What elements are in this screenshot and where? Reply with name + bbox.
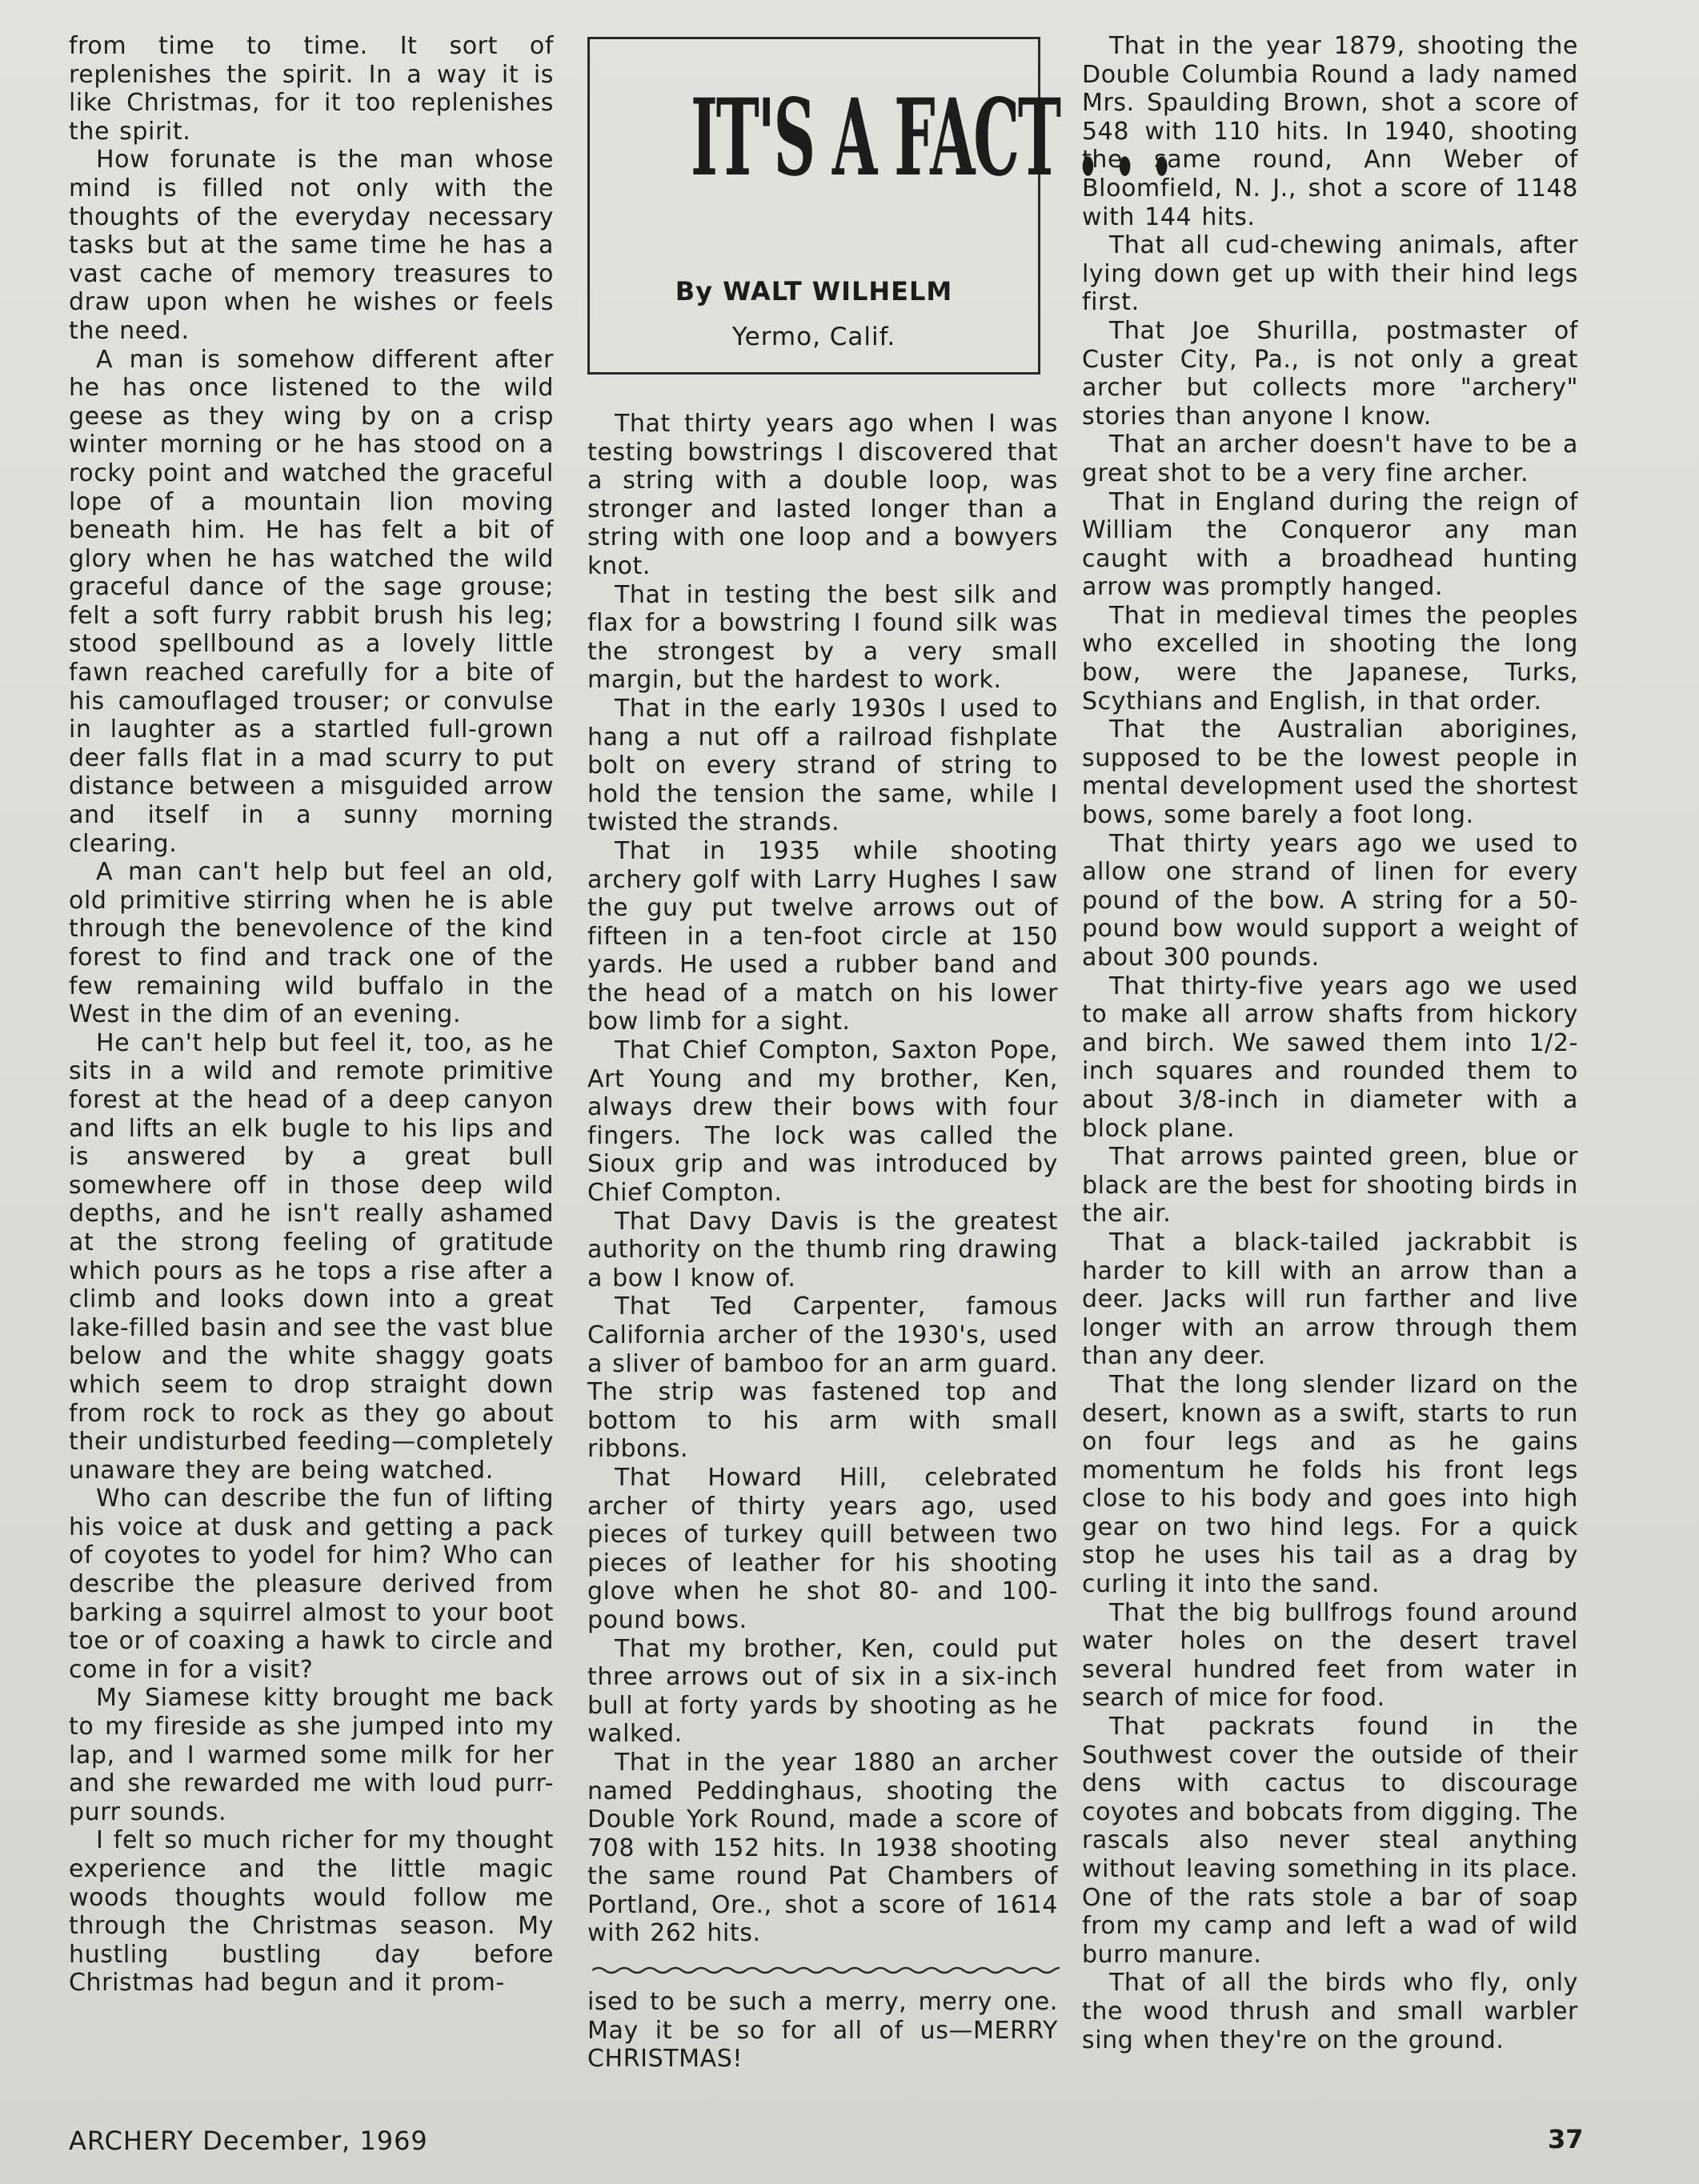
fact-paragraph: That Joe Shurilla, postmaster of Custer City, Pa., is not only a great archer but collects more "archery" stories than anyone I know. [1082, 316, 1578, 431]
fact-paragraph: That in medieval times the peoples who excelled in shooting the long bow, were the Japanese, Turks, Scythians and English, in that order. [1082, 601, 1578, 715]
wavy-divider [592, 1964, 1060, 1977]
fact-paragraph: That Howard Hill, celebrated archer of thirty years ago, used pieces of turkey quill between two pieces of leather for his shooting glove when he shot 80- and 100-pound bows. [587, 1463, 1058, 1634]
article-closing: ised to be such a merry, merry one. May it be so for all of us—MERRY CHRISTMAS! [587, 1988, 1058, 2074]
fact-paragraph: That in the early 1930s I used to hang a nut off a railroad fishplate bolt on every strand of string to hold the tension the same, while I twisted the strands. [587, 694, 1058, 837]
fact-paragraph: That my brother, Ken, could put three arrows out of six in a six-inch bull at forty yards by shooting as he walked. [587, 1634, 1058, 1749]
paragraph: He can't help but feel it, too, as he sits in a wild and remote primitive forest at the head of a deep canyon and lifts an elk bugle to his lips and is answered by a great bull somewhere off in those deep wild depths, and he isn't really ashamed at the strong feeling of gratitude which pours as he tops a rise after a climb and looks down into a great lake-filled basin and see the vast blue below and the white shaggy goats which seem to drop straight down from rock to rock as they go about their undisturbed feeding—completely unaware they are being watched. [69, 1028, 554, 1485]
fact-paragraph: That in 1935 while shooting archery golf with Larry Hughes I saw the guy put twelve arrows out of fifteen in a ten-foot circle at 150 yards. He used a rubber band and the head of a match on his lower bow limb for a sight. [587, 836, 1058, 1036]
fact-paragraph: That thirty years ago we used to allow one strand of linen for every pound of the bow. A string for a 50-pound bow would support a weight of about 300 pounds. [1082, 829, 1578, 972]
fact-paragraph: That in England during the reign of William the Conqueror any man caught with a broadhead hunting arrow was promptly hanged. [1082, 487, 1578, 602]
fact-paragraph: That of all the birds who fly, only the wood thrush and small warbler sing when they're on the ground. [1082, 1969, 1578, 2054]
paragraph: A man is somehow different after he has once listened to the wild geese as they wing by on a crisp winter morning or he has stood on a rocky point and watched the graceful lope of a mountain lion moving beneath him. He has felt a bit of glory when he has watched the wild graceful dance of the sage grouse; felt a soft furry rabbit brush his leg; stood spellbound as a lovely little fawn reached carefully for a bite of his camouflaged trouser; or convulse in laughter as a startled full-grown deer falls flat in a mad scurry to put distance between a misguided arrow and itself in a sunny morning clearing. [69, 345, 554, 858]
fact-paragraph: That the long slender lizard on the desert, known as a swift, starts to run on four legs and as he gains momentum he folds his front legs close to his body and goes into high gear on two hind legs. For a quick stop he uses his tail as a drag by curling it into the sand. [1082, 1370, 1578, 1599]
title-box [587, 37, 1171, 375]
article-column-left [69, 32, 554, 1998]
article-column-middle [587, 410, 1058, 1948]
paragraph: I felt so much richer for my thought experience and the little magic woods thoughts would follow me through the Christmas season. My hustling bustling day before Christmas had begun and it prom- [69, 1826, 554, 1998]
fact-paragraph: That in the year 1880 an archer named Peddinghaus, shooting the Double York Round, made a score of 708 with 152 hits. In 1938 shooting the same round Pat Chambers of Portland, Ore., shot a score of 1614 with 262 hits. [587, 1748, 1058, 1948]
fact-paragraph: That packrats found in the Southwest cover the outside of their dens with cactus to discourage coyotes and bobcats from digging. The rascals also never steal anything without leaving something in its place. One of the rats stole a bar of soap from my camp and left a wad of wild burro manure. [1082, 1713, 1578, 1969]
fact-paragraph: That Davy Davis is the greatest authority on the thumb ring drawing a bow I know of. [587, 1207, 1058, 1292]
byline: By WALT WILHELM [675, 276, 953, 307]
fact-paragraph: That the big bullfrogs found around water holes on the desert travel several hundred feet from water in search of mice for food. [1082, 1598, 1578, 1713]
author-location: Yermo, Calif. [731, 323, 896, 351]
paragraph: from time to time. It sort of replenishes the spirit. In a way it is like Christmas, for it too replenishes the spirit. [69, 32, 554, 146]
article-title: IT'S A FACT . . . [691, 76, 1171, 200]
magazine-footer: ARCHERY December, 1969 [69, 2126, 428, 2156]
fact-paragraph: That in the year 1879, shooting the Double Columbia Round a lady named Mrs. Spaulding Brown, shot a score of 548 with 110 hits. In 1940, shooting the same round, Ann Weber of Bloomfield, N. J., shot a score of 1148 with 144 hits. [1082, 32, 1578, 231]
fact-paragraph: That a black-tailed jackrabbit is harder to kill with an arrow than a deer. Jacks will run farther and live longer with an arrow through them than any deer. [1082, 1228, 1578, 1371]
article-column-right [1082, 32, 1578, 2054]
fact-paragraph: That thirty-five years ago we used to make all arrow shafts from hickory and birch. We sawed them into 1/2-inch squares and rounded them to about 3/8-inch in diameter with a block plane. [1082, 972, 1578, 1143]
fact-paragraph: That all cud-chewing animals, after lying down get up with their hind legs first. [1082, 231, 1578, 317]
fact-paragraph: That the Australian aborigines, supposed to be the lowest people in mental development used the shortest bows, some barely a foot long. [1082, 715, 1578, 830]
fact-paragraph: That thirty years ago when I was testing bowstrings I discovered that a string with a double loop, was stronger and lasted longer than a string with one loop and a bowyers knot. [587, 410, 1058, 580]
fact-paragraph: That in testing the best silk and flax for a bowstring I found silk was the strongest by a very small margin, but the hardest to work. [587, 580, 1058, 695]
fact-paragraph: That Ted Carpenter, famous California archer of the 1930's, used a sliver of bamboo for an arm guard. The strip was fastened top and bottom to his arm with small ribbons. [587, 1292, 1058, 1464]
page-number: 37 [1548, 2124, 1584, 2154]
paragraph: A man can't help but feel an old, old primitive stirring when he is able through the benevolence of the kind forest to find and track one of the few remaining wild buffalo in the West in the dim of an evening. [69, 858, 554, 1029]
paragraph: How forunate is the man whose mind is filled not only with the thoughts of the everyday necessary tasks but at the same time he has a vast cache of memory treasures to draw upon when he wishes or feels the need. [69, 146, 554, 345]
paragraph: Who can describe the fun of lifting his voice at dusk and getting a pack of coyotes to yodel for him? Who can describe the pleasure derived from barking a squirrel almost to your boot toe or of coaxing a hawk to circle and come in for a visit? [69, 1485, 554, 1684]
fact-paragraph: That Chief Compton, Saxton Pope, Art Young and my brother, Ken, always drew their bows with four fingers. The lock was called the Sioux grip and was introduced by Chief Compton. [587, 1036, 1058, 1208]
paragraph: My Siamese kitty brought me back to my fireside as she jumped into my lap, and I warmed some milk for her and she rewarded me with loud purr-purr sounds. [69, 1684, 554, 1826]
fact-paragraph: That an archer doesn't have to be a great shot to be a very fine archer. [1082, 431, 1578, 487]
fact-paragraph: That arrows painted green, blue or black are the best for shooting birds in the air. [1082, 1143, 1578, 1228]
